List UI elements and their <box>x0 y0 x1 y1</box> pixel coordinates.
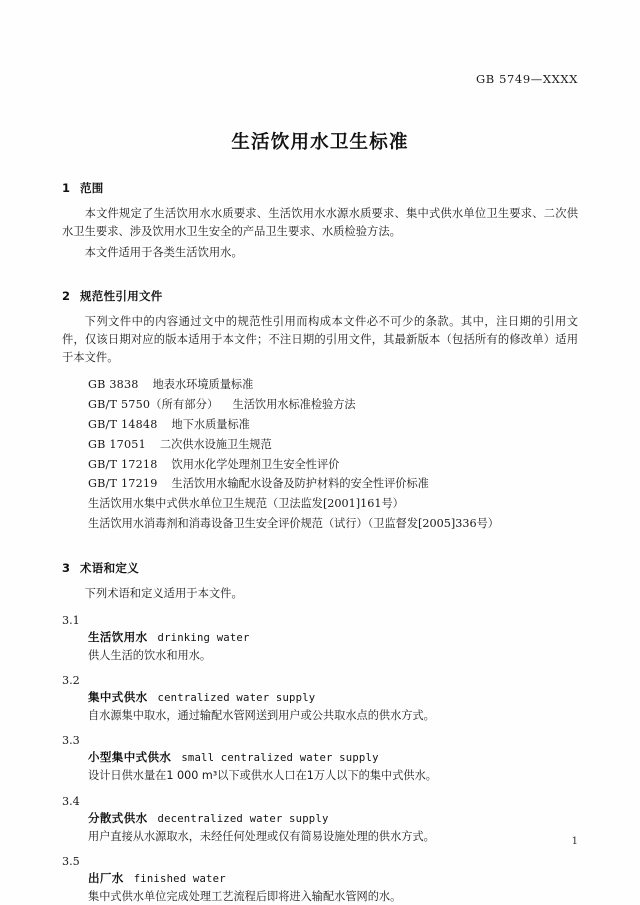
term-definition: 集中式供水单位完成处理工艺流程后即将进入输配水管网的水。 <box>88 890 402 904</box>
term-number: 3.1 <box>62 613 80 627</box>
section-heading <box>62 288 578 304</box>
reference-list <box>62 375 578 535</box>
reference-code: GB 17051 <box>88 437 146 451</box>
list-item <box>88 474 578 494</box>
section-title: 术语和定义 <box>80 561 139 576</box>
list-item <box>88 514 578 534</box>
term-name-cn: 小型集中式供水 <box>88 750 172 765</box>
term-definition: 供人生活的饮水和用水。 <box>88 648 212 662</box>
paragraph: 本文件适用于各类生活饮用水。 <box>84 245 243 259</box>
reference-code: GB/T 5750（所有部分） <box>88 397 219 411</box>
list-item <box>88 395 578 415</box>
section-number: 3 <box>62 561 71 576</box>
list-item <box>88 455 578 475</box>
list-item <box>88 375 578 395</box>
term-entry <box>62 749 578 765</box>
term-definition: 设计日供水量在1 000 m³以下或供水人口在1万人以下的集中式供水。 <box>88 769 437 783</box>
reference-name: 二次供水设施卫生规范 <box>159 437 272 451</box>
term-entry <box>62 629 578 645</box>
term-name-en: drinking water <box>157 631 250 644</box>
section-title: 规范性引用文件 <box>80 288 163 303</box>
term-number: 3.3 <box>62 734 80 748</box>
term-name-cn: 分散式供水 <box>88 810 148 825</box>
section-normative-references <box>62 288 578 534</box>
page-title: 生活饮用水卫生标准 <box>231 132 409 153</box>
standard-number: GB 5749—XXXX <box>475 72 578 86</box>
term-definition: 自水源集中取水，通过输配水管网送到用户或公共取水点的供水方式。 <box>88 708 435 722</box>
term-entry <box>62 689 578 705</box>
reference-name: 地下水质量标准 <box>171 417 250 431</box>
paragraph: 下列术语和定义适用于本文件。 <box>84 587 243 601</box>
term-number: 3.5 <box>62 855 80 869</box>
term-definition: 用户直接从水源取水，未经任何处理或仅有简易设施处理的供水方式。 <box>88 829 435 843</box>
term-entry <box>62 870 578 886</box>
section-heading <box>62 180 578 196</box>
section-number: 1 <box>62 181 71 195</box>
reference-name: 生活饮用水集中式供水单位卫生规范（卫法监发[2001]161号） <box>88 497 404 511</box>
section-scope <box>62 180 578 262</box>
section-title: 范围 <box>80 181 104 195</box>
term-name-en: finished water <box>133 873 226 886</box>
section-terms-and-definitions <box>62 560 578 905</box>
term-number: 3.2 <box>62 673 80 687</box>
list-item <box>88 494 578 514</box>
reference-name: 饮用水化学处理剂卫生安全性评价 <box>171 457 340 471</box>
reference-name: 生活饮用水消毒剂和消毒设备卫生安全评价规范（试行）（卫监督发[2005]336号） <box>88 517 499 531</box>
term-name-en: small centralized water supply <box>181 752 379 765</box>
term-name-en: decentralized water supply <box>157 812 329 825</box>
reference-code: GB 3838 <box>88 377 139 391</box>
term-name-cn: 生活饮用水 <box>88 629 148 644</box>
reference-code: GB/T 14848 <box>88 417 158 431</box>
reference-name: 生活饮用水标准检验方法 <box>232 397 356 411</box>
section-number: 2 <box>62 288 71 303</box>
list-item <box>88 435 578 455</box>
term-name-en: centralized water supply <box>157 691 316 704</box>
reference-name: 地表水环境质量标准 <box>152 377 254 391</box>
reference-code: GB/T 17218 <box>88 457 158 471</box>
term-number: 3.4 <box>62 794 80 808</box>
term-name-cn: 出厂水 <box>88 871 124 886</box>
paragraph: 本文件规定了生活饮用水水质要求、生活饮用水水源水质要求、集中式供水单位卫生要求、二次供水卫生要求、涉及饮用水卫生安全的产品卫生要求、水质检验方法。 <box>62 207 578 239</box>
section-heading <box>62 560 578 576</box>
reference-name: 生活饮用水输配水设备及防护材料的安全性评价标准 <box>171 477 429 491</box>
paragraph: 下列文件中的内容通过文中的规范性引用而构成本文件必不可少的条款。其中，注日期的引用文件，仅该日期对应的版本适用于本文件；不注日期的引用文件，其最新版本（包括所有的修改单）适用于本文件。 <box>62 314 578 365</box>
list-item <box>88 415 578 435</box>
page-number: 1 <box>571 836 578 847</box>
term-entry <box>62 810 578 826</box>
reference-code: GB/T 17219 <box>88 477 158 491</box>
term-name-cn: 集中式供水 <box>88 689 148 704</box>
